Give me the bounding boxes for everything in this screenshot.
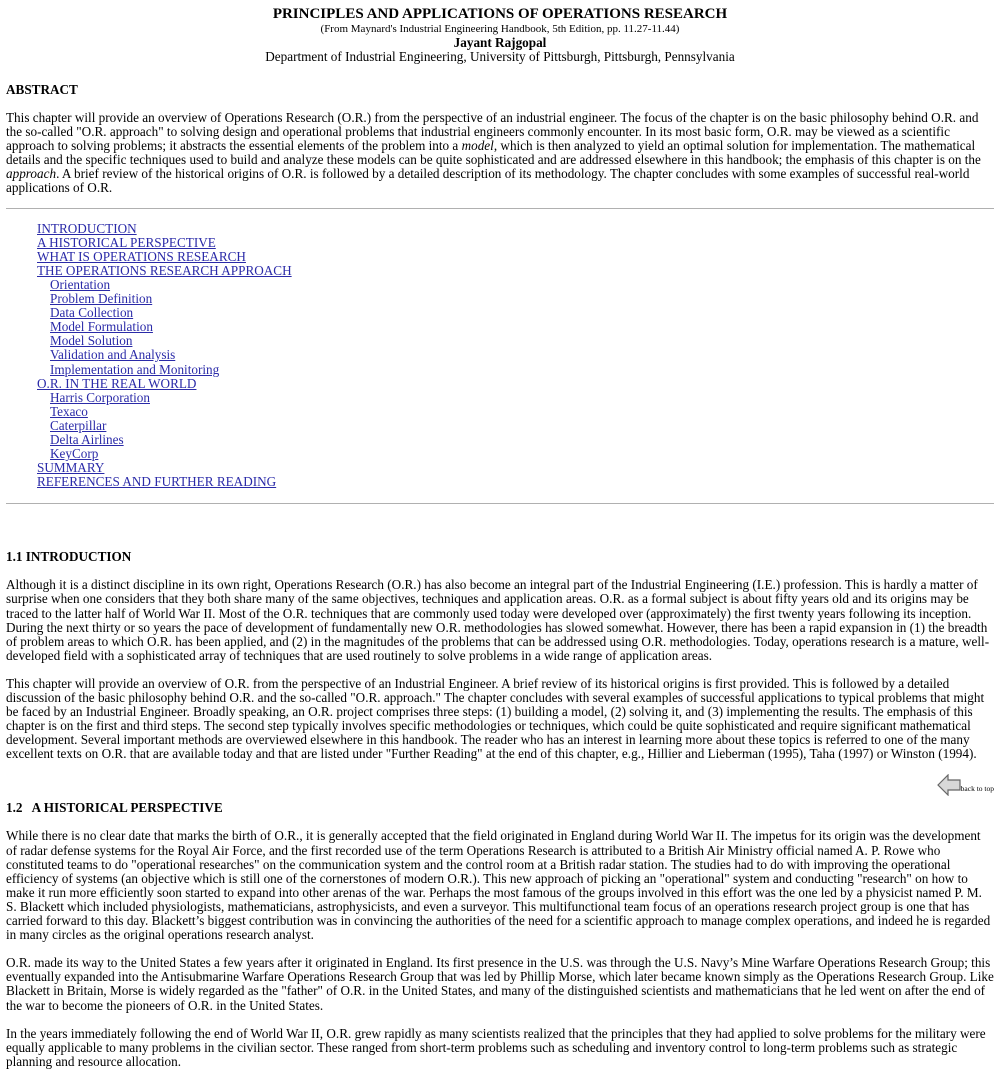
abstract-text-part: This chapter will provide an overview of Operations Research (O.R.) from the perspective of an industrial engineer. The focus of the chapter is on the basic philosophy behind O.R. and the so-called "O.R. approach" to solving design and operational problems that industrial engineers commonly encounter. In its most basic form, O.R. may be viewed as a scientific approach to solving problems; it abstracts the essential elements of the problem into a [6, 110, 979, 154]
back-to-top-label: back to top [960, 784, 994, 794]
back-to-top [6, 774, 994, 800]
abstract-text-part: , which is then analyzed to yield an optimal solution for implementation. The mathematical details and the specific techniques used to build and analyze these models can be quite sophisticated and are addressed elsewhere in this handbook; the emphasis of this chapter is on the [6, 138, 981, 168]
toc-link-problem-definition[interactable]: Problem Definition [50, 291, 153, 307]
document-header [6, 6, 994, 64]
toc-link-model-formulation[interactable]: Model Formulation [50, 319, 153, 335]
toc-link-keycorp[interactable]: KeyCorp [50, 446, 99, 462]
toc-link-validation-analysis[interactable]: Validation and Analysis [50, 347, 176, 363]
section-heading-historical: 1.2 A HISTORICAL PERSPECTIVE [6, 800, 223, 816]
intro-paragraph-1: Although it is a distinct discipline in its own right, Operations Research (O.R.) has also become an integral part of the Industrial Engineering (I.E.) profession. This is hardly a matter of surprise when one considers that they both share many of the same objectives, techniques and application areas. O.R. as a formal subject is about fifty years old and its origins may be traced to the latter half of World War II. Most of the O.R. techniques that are commonly used today were developed over (approximately) the first twenty years following its inception. During the next thirty or so years the pace of development of fundamentally new O.R. methodologies has slowed somewhat. However, there has been a rapid expansion in (1) the breadth of problem areas to which O.R. has been applied, and (2) in the magnitudes of the problems that can be addressed using O.R. methodologies. Today, operations research is a mature, well-developed field with a sophisticated array of techniques that are used routinely to solve problems in a wide range of application areas. [6, 577, 990, 663]
toc-link-data-collection[interactable]: Data Collection [50, 305, 134, 321]
back-to-top-link[interactable] [937, 784, 994, 793]
document-source: (From Maynard's Industrial Engineering Handbook, 5th Edition, pp. 11.27-11.44) [320, 23, 680, 35]
abstract-heading: ABSTRACT [6, 82, 78, 97]
abstract-emphasis-model: model [461, 138, 494, 154]
intro-paragraph-2: This chapter will provide an overview of O.R. from the perspective of an Industrial Engineer. A brief review of its historical origins is first provided. This is followed by a detailed discussion of the basic philosophy behind O.R. and the so-called "O.R. approach." The chapter concludes with several examples of successful applications to typical problems that might be faced by an Industrial Engineer. Broadly speaking, an O.R. project comprises three steps: (1) building a model, (2) solving it, and (3) implementing the results. The emphasis of this chapter is on the first and third steps. The second step typically involves specific methodologies or techniques, which could be quite sophisticated and require significant mathematical development. Several important methods are overviewed elsewhere in this handbook. The reader who has an interest in learning more about these topics is referred to one of the many excellent texts on O.R. that are available today and that are listed under "Further Reading" at the end of this chapter, e.g., Hillier and Lieberman (1995), Taha (1997) or Winston (1994). [6, 675, 985, 762]
abstract-emphasis-approach: approach [6, 166, 57, 182]
document-title: PRINCIPLES AND APPLICATIONS OF OPERATIONS RESEARCH [272, 6, 728, 22]
toc-link-what-is-or[interactable]: WHAT IS OPERATIONS RESEARCH [37, 248, 246, 264]
toc-link-harris[interactable]: Harris Corporation [50, 389, 150, 405]
toc-sublist-approach [50, 278, 994, 377]
toc-link-implementation-monitoring[interactable]: Implementation and Monitoring [50, 361, 220, 377]
toc-link-or-approach[interactable]: THE OPERATIONS RESEARCH APPROACH [37, 262, 292, 278]
toc-sublist-real-world [50, 391, 994, 461]
toc-link-delta[interactable]: Delta Airlines [50, 431, 124, 447]
toc-link-or-real-world[interactable]: O.R. IN THE REAL WORLD [37, 375, 197, 391]
toc-link-introduction[interactable]: INTRODUCTION [37, 220, 137, 236]
section-heading-introduction: 1.1 INTRODUCTION [6, 549, 132, 565]
history-paragraph-3: In the years immediately following the end of World War II, O.R. grew rapidly as many scientists realized that the principles that they had applied to solve problems for the military were equally applicable to many problems in the civilian sector. These ranged from short-term problems such as scheduling and inventory control to long-term problems such as strategic planning and resource allocation. [6, 1025, 986, 1069]
toc-link-orientation[interactable]: Orientation [50, 276, 111, 292]
toc-link-historical-perspective[interactable]: A HISTORICAL PERSPECTIVE [37, 234, 216, 250]
history-paragraph-1: While there is no clear date that marks the birth of O.R., it is generally accepted that the field originated in England during World War II. The impetus for its origin was the development of radar defense systems for the Royal Air Force, and the first recorded use of the term Operations Research is attributed to a British Air Ministry official named A. P. Rowe who constituted teams to do "operational researches" on the communication system and the control room at a British radar station. The studies had to do with improving the operational efficiency of systems (an objective which is still one of the cornerstones of modern O.R.). This new approach of picking an "operational" system and conducting "research" on how to make it run more efficiently soon started to expand into other arenas of the war. Perhaps the most famous of the groups involved in this effort was the one led by a physicist named P. M. S. Blackett which included physiologists, mathematicians, astrophysicists, and even a surveyor. This multifunctional team focus of an operations research project group is one that has carried forward to this day. Blackett’s biggest contribution was in convincing the authorities of the need for a scientific approach to manage complex operations, and indeed he is regarded in many circles as the original operations research analyst. [6, 828, 991, 943]
toc-link-texaco[interactable]: Texaco [50, 403, 88, 419]
back-arrow-icon [937, 774, 961, 796]
toc-link-references[interactable]: REFERENCES AND FURTHER READING [37, 474, 277, 490]
document-author: Jayant Rajgopal [453, 35, 547, 50]
document-department: Department of Industrial Engineering, University of Pittsburgh, Pittsburgh, Pennsylvania [265, 49, 735, 64]
divider [6, 208, 994, 209]
divider [6, 503, 994, 504]
toc-link-summary[interactable]: SUMMARY [37, 460, 105, 476]
history-paragraph-2: O.R. made its way to the United States a few years after it originated in England. Its first presence in the U.S. was through the U.S. Navy’s Mine Warfare Operations Research Group; this eventually expanded into the Antisubmarine Warfare Operations Research Group that was led by Phillip Morse, which later became known simply as the Operations Research Group. Like Blackett in Britain, Morse is widely regarded as the "father" of O.R. in the United States, and many of the distinguished scientists and mathematicians that he led went on after the end of the war to become the pioneers of O.R. in the United States. [6, 955, 994, 1013]
table-of-contents [37, 222, 994, 490]
toc-link-model-solution[interactable]: Model Solution [50, 333, 133, 349]
toc-link-caterpillar[interactable]: Caterpillar [50, 417, 107, 433]
abstract-text [6, 111, 994, 196]
abstract-text-part: . A brief review of the historical origins of O.R. is followed by a detailed description of its methodology. The chapter concludes with some examples of successful real-world applications of O.R. [6, 166, 970, 196]
